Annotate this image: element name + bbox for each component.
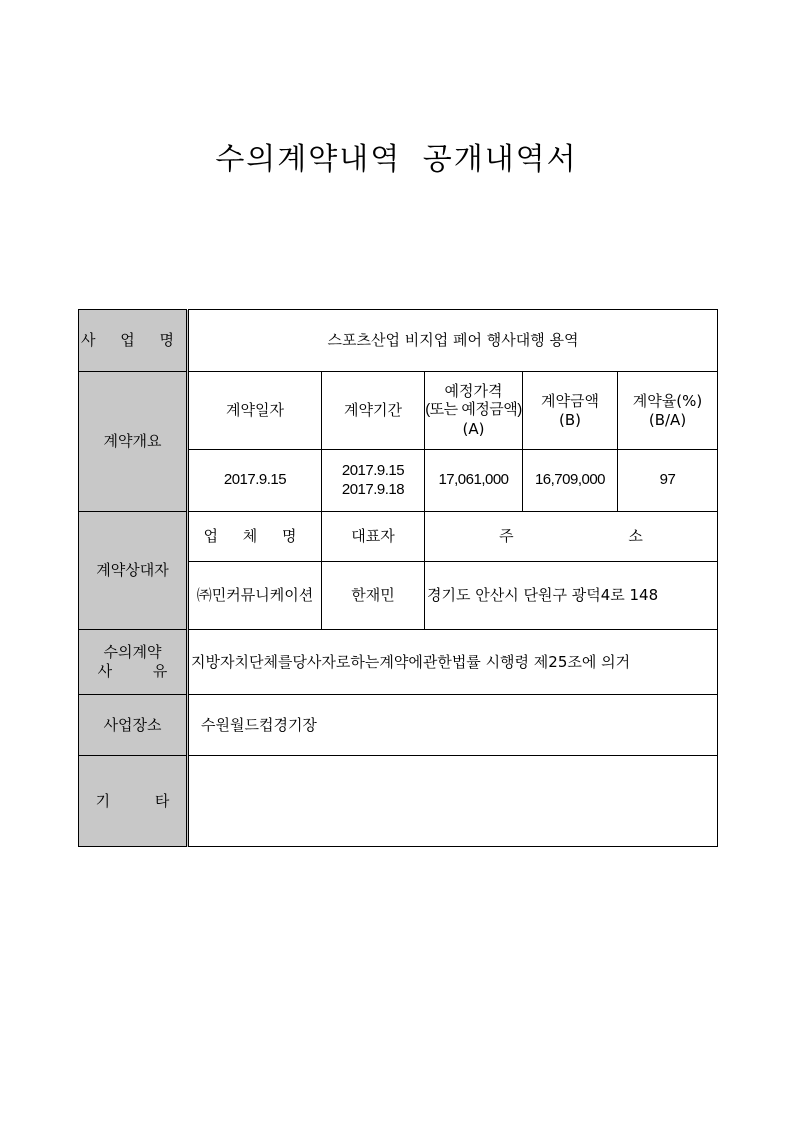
- reason-label-line2: 사 유: [97, 662, 168, 680]
- estimate-header-line3: (A): [462, 419, 485, 438]
- ceo-header: 대표자: [322, 512, 425, 562]
- rate-header-line2: (B/A): [648, 410, 687, 429]
- counterparty-header-row: [79, 512, 718, 562]
- project-label: 사 업 명: [79, 310, 188, 372]
- location-label: 사업장소: [79, 695, 188, 756]
- contract-date-value: 2017.9.15: [188, 450, 322, 512]
- period-end: 2017.9.18: [341, 480, 405, 498]
- etc-value: [188, 756, 718, 847]
- page-title: 수의계약내역 공개내역서: [215, 142, 578, 177]
- address-header: 주 소: [425, 512, 718, 562]
- company-value: ㈜민커뮤니케이션: [188, 562, 322, 630]
- ceo-value: 한재민: [322, 562, 425, 630]
- company-header: 업 체 명: [188, 512, 322, 562]
- etc-row: [79, 756, 718, 847]
- contract-period-header: 계약기간: [322, 372, 425, 450]
- etc-label: 기 타: [79, 756, 188, 847]
- estimate-header-line2: (또는 예정금액): [425, 401, 522, 419]
- period-start: 2017.9.15: [341, 461, 405, 479]
- estimate-value: 17,061,000: [425, 450, 523, 512]
- disclosure-table: [78, 309, 718, 847]
- contract-period-value: [322, 450, 425, 512]
- reason-label: [79, 630, 188, 695]
- counterparty-label: 계약상대자: [79, 512, 188, 630]
- contract-date-header: 계약일자: [188, 372, 322, 450]
- location-value: 수원월드컵경기장: [188, 695, 718, 756]
- summary-header-row: [79, 372, 718, 450]
- reason-row: [79, 630, 718, 695]
- project-value: 스포츠산업 비지업 페어 행사대행 용역: [188, 310, 718, 372]
- reason-label-line1: 수의계약: [103, 643, 162, 662]
- rate-value: 97: [618, 450, 718, 512]
- summary-label: 계약개요: [79, 372, 188, 512]
- amount-header-line2: (B): [559, 410, 581, 429]
- amount-header: [523, 372, 618, 450]
- estimate-header-line1: 예정가격: [444, 382, 503, 401]
- rate-header: [618, 372, 718, 450]
- location-row: [79, 695, 718, 756]
- amount-value: 16,709,000: [523, 450, 618, 512]
- rate-header-line1: 계약율(%): [632, 391, 703, 410]
- amount-header-line1: 계약금액: [541, 391, 599, 410]
- estimate-header: [425, 372, 523, 450]
- address-value: 경기도 안산시 단원구 광덕4로 148: [425, 562, 718, 630]
- project-row: [79, 310, 718, 372]
- reason-value: 지방자치단체를당사자로하는계약에관한법률 시행령 제25조에 의거: [188, 630, 718, 695]
